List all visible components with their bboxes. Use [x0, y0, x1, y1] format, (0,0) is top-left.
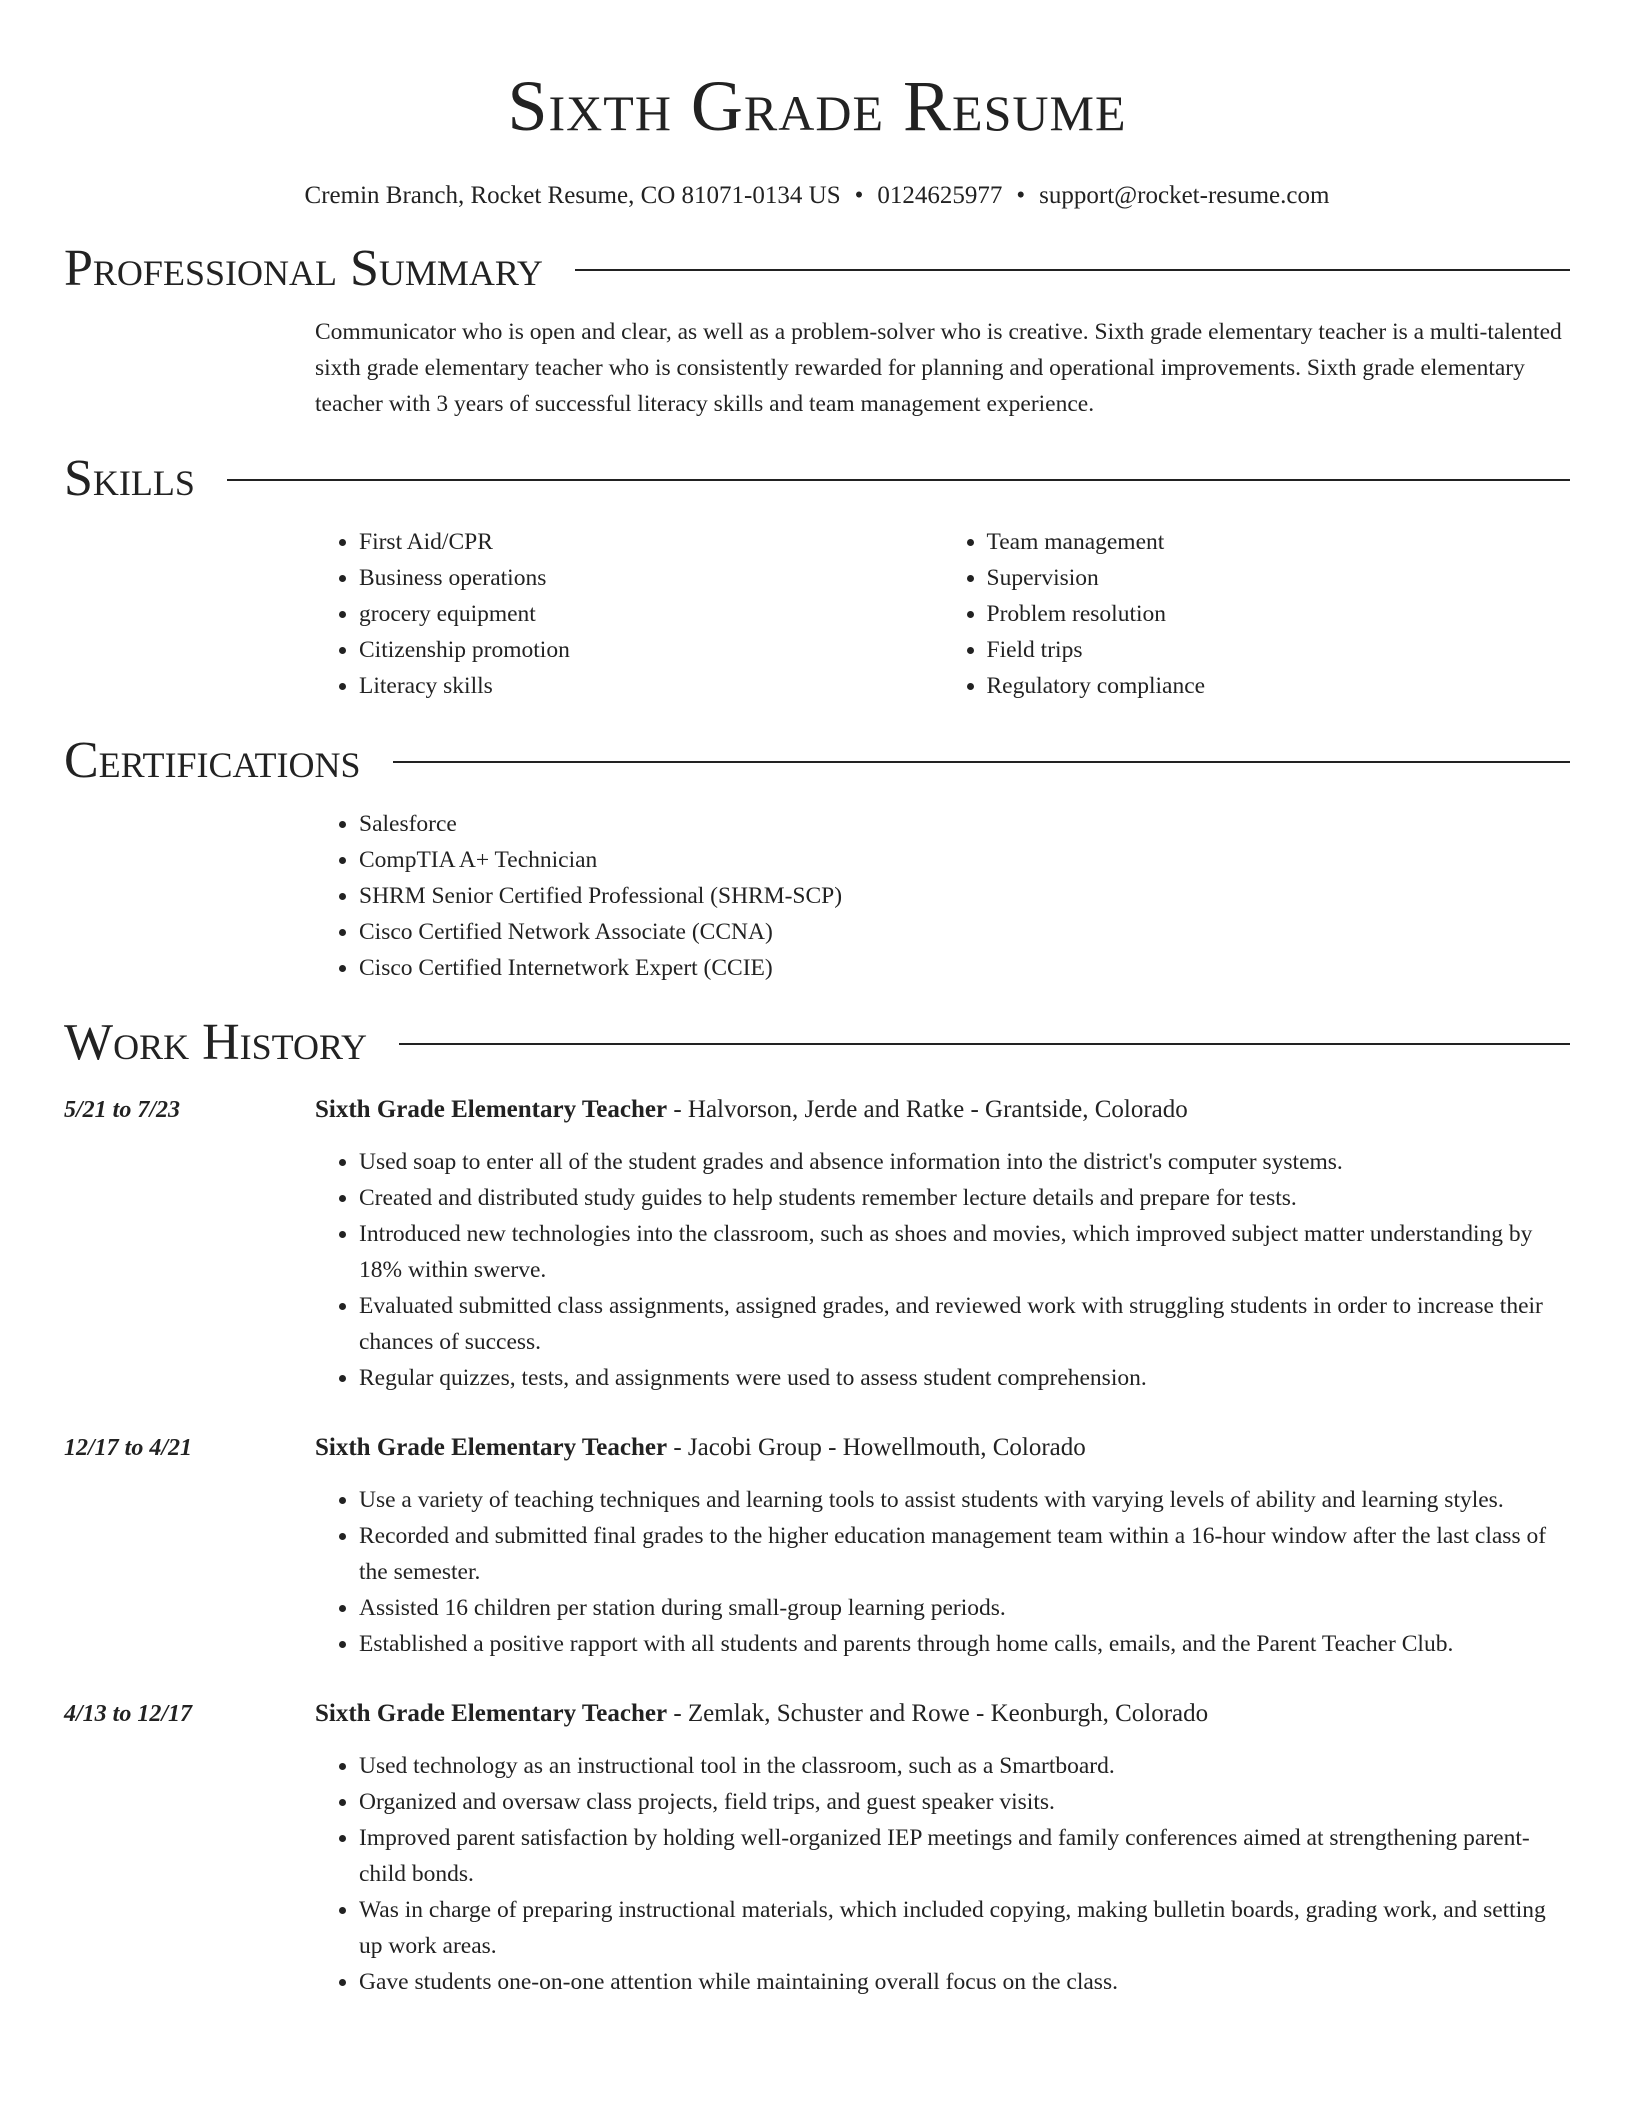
job-bullet: • Established a positive rapport with all students and parents through home calls, emails, and the Parent Teacher Club. — [359, 1626, 1570, 1662]
job-title-line — [315, 1430, 1570, 1466]
job-bullets — [315, 1144, 1570, 1396]
job-employer: - Zemlak, Schuster and Rowe - Keonburgh, Colorado — [667, 1700, 1209, 1727]
skill-item: • Literacy skills — [359, 668, 943, 704]
certifications-list — [315, 806, 1570, 986]
job-dates: 12/17 to 4/21 — [64, 1435, 193, 1461]
job-bullet: • Was in charge of preparing instructional materials, which included copying, making bulletin boards, grading work, and setting up work areas. — [359, 1892, 1570, 1964]
job-bullet: • Evaluated submitted class assignments, assigned grades, and reviewed work with struggling students in order to increase their chances of success. — [359, 1288, 1570, 1360]
skills-list-right — [943, 524, 1571, 704]
job-dates: 4/13 to 12/17 — [64, 1701, 193, 1727]
section-rule — [575, 269, 1570, 271]
job-bullet: • Created and distributed study guides to help students remember lecture details and prepare for tests. — [359, 1180, 1570, 1216]
certification-item: • Cisco Certified Internetwork Expert (CCIE) — [359, 950, 1570, 986]
resume-page — [64, 0, 1570, 2000]
job-title: Sixth Grade Elementary Teacher — [315, 1700, 668, 1727]
job-bullet: • Regular quizzes, tests, and assignments were used to assess student comprehension. — [359, 1360, 1570, 1396]
job-details — [315, 1092, 1570, 1396]
certifications-section-header — [64, 730, 1570, 792]
job-bullet: • Assisted 16 children per station during small-group learning periods. — [359, 1590, 1570, 1626]
job-bullet: • Gave students one-on-one attention while maintaining overall focus on the class. — [359, 1964, 1570, 2000]
section-rule — [227, 479, 1570, 481]
skills-section-header — [64, 448, 1570, 510]
job-title: Sixth Grade Elementary Teacher — [315, 1434, 668, 1461]
skills-section — [315, 524, 1570, 704]
skill-item: • First Aid/CPR — [359, 524, 943, 560]
job-bullet: • Recorded and submitted final grades to the higher education management team within a 16-hour window after the last class of the semester. — [359, 1518, 1570, 1590]
skills-list-left — [315, 524, 943, 704]
skill-item: • Regulatory compliance — [987, 668, 1571, 704]
certifications-section-title: Certifications — [64, 732, 361, 789]
job-bullet: • Use a variety of teaching techniques and learning tools to assist students with varying levels of ability and learning styles. — [359, 1482, 1570, 1518]
skill-item: • grocery equipment — [359, 596, 943, 632]
skill-item: • Team management — [987, 524, 1571, 560]
contact-email: support@rocket-resume.com — [1039, 182, 1330, 209]
job-bullets — [315, 1482, 1570, 1662]
contact-phone: 0124625977 — [877, 182, 1003, 209]
contact-address: Cremin Branch, Rocket Resume, CO 81071-0134 US — [304, 182, 841, 209]
section-rule — [393, 761, 1570, 763]
job-entry — [64, 1430, 1570, 1662]
resume-name: Sixth Grade Resume — [507, 66, 1127, 146]
job-details — [315, 1430, 1570, 1662]
job-entry — [64, 1092, 1570, 1396]
certification-item: • SHRM Senior Certified Professional (SHRM-SCP) — [359, 878, 1570, 914]
work-history-section — [64, 1092, 1570, 2000]
job-title-line — [315, 1092, 1570, 1128]
job-bullet: • Used soap to enter all of the student grades and absence information into the district's computer systems. — [359, 1144, 1570, 1180]
job-employer: - Jacobi Group - Howellmouth, Colorado — [667, 1434, 1086, 1461]
contact-line — [64, 180, 1570, 212]
job-details — [315, 1696, 1570, 2000]
summary-section — [315, 314, 1570, 422]
skill-item: • Field trips — [987, 632, 1571, 668]
job-entry — [64, 1696, 1570, 2000]
certification-item: • Salesforce — [359, 806, 1570, 842]
summary-section-title: Professional Summary — [64, 240, 543, 297]
skill-item: • Citizenship promotion — [359, 632, 943, 668]
skills-section-title: Skills — [64, 450, 195, 507]
skill-item: • Problem resolution — [987, 596, 1571, 632]
contact-separator: • — [854, 182, 864, 209]
job-bullet: • Improved parent satisfaction by holding well-organized IEP meetings and family conferences aimed at strengthening parent-child bonds. — [359, 1820, 1570, 1892]
job-bullet: • Used technology as an instructional tool in the classroom, such as a Smartboard. — [359, 1748, 1570, 1784]
work-section-header — [64, 1012, 1570, 1074]
job-bullets — [315, 1748, 1570, 2000]
job-employer: - Halvorson, Jerde and Ratke - Grantside, Colorado — [667, 1096, 1188, 1123]
certification-item: • Cisco Certified Network Associate (CCNA) — [359, 914, 1570, 950]
work-section-title: Work History — [64, 1014, 368, 1071]
job-bullet: • Organized and oversaw class projects, field trips, and guest speaker visits. — [359, 1784, 1570, 1820]
job-title: Sixth Grade Elementary Teacher — [315, 1096, 668, 1123]
job-bullet: • Introduced new technologies into the classroom, such as shoes and movies, which improved subject matter understanding by 18% within swerve. — [359, 1216, 1570, 1288]
certifications-section — [315, 806, 1570, 986]
skill-item: • Business operations — [359, 560, 943, 596]
job-title-line — [315, 1696, 1570, 1732]
job-dates: 5/21 to 7/23 — [64, 1097, 181, 1123]
summary-section-header — [64, 238, 1570, 300]
skill-item: • Supervision — [987, 560, 1571, 596]
summary-text: Communicator who is open and clear, as well as a problem-solver who is creative. Sixth grade elementary teacher is a multi-talented sixth grade elementary teacher who is consistently rewarded for planning and operational improvements. Sixth grade elementary teacher with 3 years of successful literacy skills and team management experience. — [315, 319, 1562, 417]
contact-separator: • — [1016, 182, 1026, 209]
certification-item: • CompTIA A+ Technician — [359, 842, 1570, 878]
section-rule — [399, 1043, 1570, 1045]
